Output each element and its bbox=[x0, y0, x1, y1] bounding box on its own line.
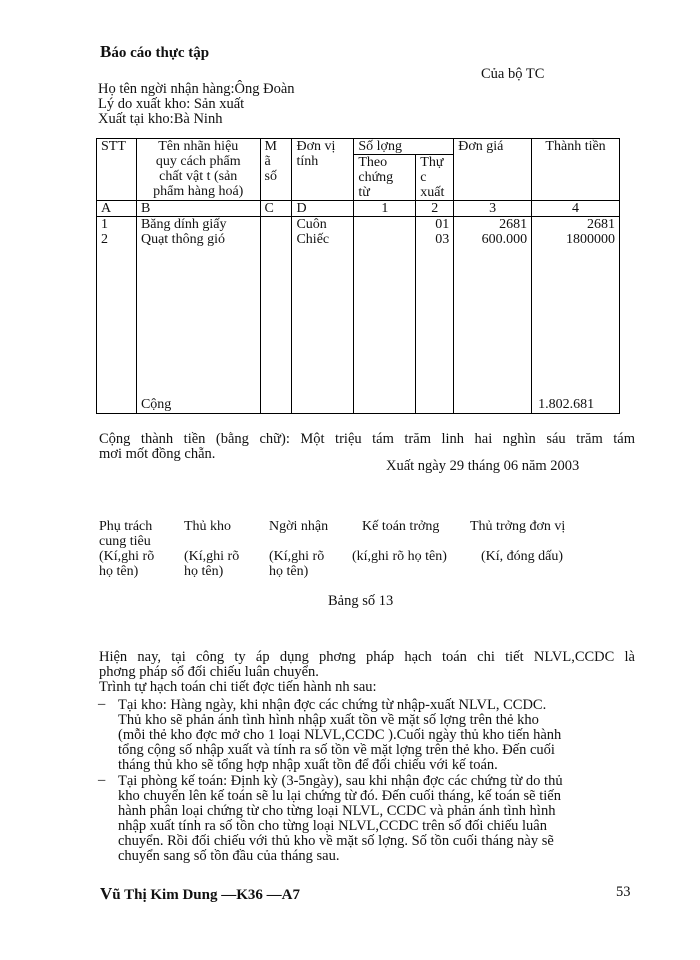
table-header-row bbox=[97, 139, 620, 155]
list-item: – Tại kho: Hàng ngày, khi nhận đợc các chứng từ nhập-xuất NLVL, CCDC. Thủ kho sẽ phản ánh tình hình nhập xuất tồn về mặt số lợng trên thẻ kho (mỗi thẻ kho đợc mở cho 1 loại NLVL,CCDC ).Cuối ngày thủ kho tiến hành tổng cộng số nhập xuất và tính ra số tồn về mặt lợng trên thẻ kho. Đến cuối tháng thủ kho sẽ tổng hợp nhập xuất tồn để đối chiếu với kế toán. bbox=[98, 696, 562, 773]
column-code-row bbox=[97, 201, 620, 217]
issue-warehouse: Xuất tại kho:Bà Ninh bbox=[98, 111, 223, 127]
table-row: Quạt thông gió bbox=[140, 232, 225, 247]
receiver-info bbox=[98, 82, 295, 127]
issue-date: Xuất ngày 29 tháng 06 năm 2003 bbox=[386, 458, 580, 474]
list-item: – Tại phòng kế toán: Định kỳ (3-5ngày), sau khi nhận đợc các chứng từ do thủ kho chuyển lên kế toán sẽ lu lại chứng từ đó. Đến cuối tháng, kế toán sẽ tiến hành phân loại chứng từ cho từng loại NLVL, CCDC và phản ánh tình hình nhập xuất tính ra số tồn cho từng loại NLVL,CCDC trên số đối chiếu luân chuyển. Rồi đối chiếu với thủ kho về mặt số lợng. Số tồn cuối tháng này sẽ chuyển sang số tồn đầu của tháng sau. bbox=[98, 772, 563, 864]
dash-bullet-icon: – bbox=[98, 696, 106, 712]
cell-amount: 2681 1800000 1.802.681 bbox=[532, 217, 620, 414]
receiver-name: Họ tên ngời nhận hàng:Ông Đoàn bbox=[98, 81, 295, 97]
signature-director: Thủ trởng đơn vị bbox=[470, 519, 566, 534]
issue-reason: Lý do xuất kho: Sản xuất bbox=[98, 96, 245, 112]
report-title bbox=[100, 42, 209, 62]
header-code: M ã số bbox=[260, 139, 292, 201]
column-code: 2 bbox=[416, 201, 454, 217]
header-quantity: Số lợng bbox=[354, 139, 454, 155]
signature-receiver: Ngời nhận (Kí,ghi rõ họ tên) bbox=[269, 519, 329, 579]
header-amount: Thành tiền bbox=[532, 139, 620, 201]
signature-storekeeper: Thủ kho (Kí,ghi rõ họ tên) bbox=[184, 519, 240, 579]
footer-author: Vũ Thị Kim Dung —K36 —A7 bbox=[100, 884, 300, 903]
cell-code bbox=[260, 217, 292, 414]
cell-qty-actual: 01 03 bbox=[416, 217, 454, 414]
header-qty-actual: Thự c xuất bbox=[416, 155, 454, 201]
column-code: 4 bbox=[532, 201, 620, 217]
cell-unit-price: 2681 600.000 bbox=[454, 217, 532, 414]
signature-chief-accountant-note: (kí,ghi rõ họ tên) bbox=[352, 549, 447, 564]
page-number: 53 bbox=[616, 884, 631, 900]
total-amount: 1.802.681 bbox=[538, 397, 595, 412]
column-code: A bbox=[97, 201, 137, 217]
sequence-line: Trình tự hạch toán chi tiết đợc tiến hành nh sau: bbox=[99, 679, 377, 695]
total-label: Cộng bbox=[140, 397, 172, 412]
column-code: C bbox=[260, 201, 292, 217]
cell-stt: 1 2 bbox=[97, 217, 137, 414]
cell-qty-document bbox=[354, 217, 416, 414]
table-body-row bbox=[97, 217, 620, 414]
report-title-rest: áo cáo thực tập bbox=[111, 45, 210, 61]
dash-bullet-icon: – bbox=[98, 772, 106, 788]
header-stt: STT bbox=[97, 139, 137, 201]
signature-supply-head: Phụ trách cung tiêu (Kí,ghi rõ họ tên) bbox=[99, 519, 155, 579]
header-unit: Đơn vị tính bbox=[292, 139, 354, 201]
column-code: 1 bbox=[354, 201, 416, 217]
signature-director-note: (Kí, đóng dấu) bbox=[481, 549, 564, 564]
cell-item-name bbox=[136, 217, 260, 414]
intro-paragraph: Hiện nay, tại công ty áp dụng phơng pháp hạch toán chi tiết NLVL,CCDC là phơng pháp sổ đối chiếu luân chuyển. Trình tự hạch toán chi tiết đợc tiến hành nh sau: bbox=[99, 649, 635, 695]
header-qty-document: Theo chứng từ bbox=[354, 155, 416, 201]
cell-unit: Cuôn Chiếc bbox=[292, 217, 354, 414]
table-caption: Bảng số 13 bbox=[328, 593, 394, 609]
table-row: Băng dính giấy bbox=[140, 217, 227, 232]
amount-in-words: Cộng thành tiền (bằng chữ): Một triệu tám trăm linh hai nghìn sáu trăm tám mơi mốt đồng chẵn. bbox=[99, 431, 635, 462]
column-code: 3 bbox=[454, 201, 532, 217]
report-title-initial: B bbox=[100, 42, 112, 61]
header-item-name: Tên nhãn hiệu quy cách phẩm chất vật t (sản phẩm hàng hoá) bbox=[136, 139, 260, 201]
column-code: B bbox=[136, 201, 260, 217]
column-code: D bbox=[292, 201, 354, 217]
issuer: Của bộ TC bbox=[481, 66, 545, 82]
header-unit-price: Đơn giá bbox=[454, 139, 532, 201]
issue-table bbox=[96, 138, 620, 414]
signature-chief-accountant: Kế toán trởng bbox=[362, 519, 440, 534]
